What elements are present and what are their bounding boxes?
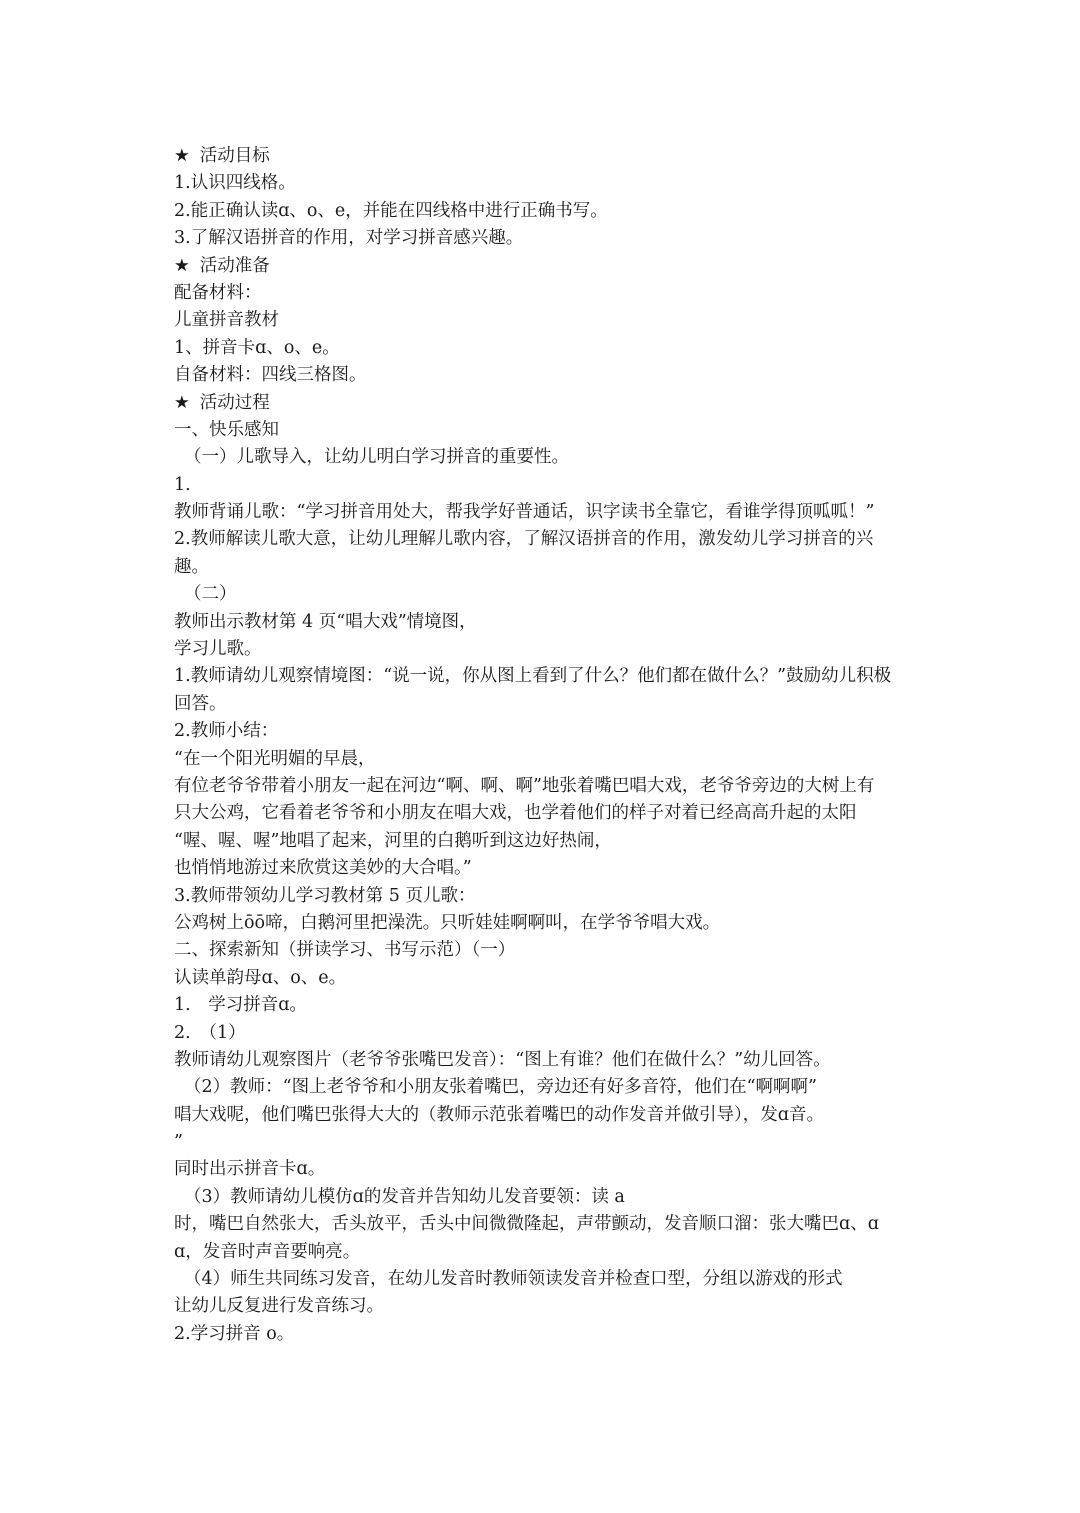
text-line: 趣。 bbox=[174, 556, 209, 577]
text-line: 也悄悄地游过来欣赏这美妙的大合唱。” bbox=[174, 858, 472, 879]
star-icon: ★ bbox=[174, 392, 190, 413]
text-line: 1.教师请幼儿观察情境图：“说一说，你从图上看到了什么？他们都在做什么？”鼓励幼儿积极 bbox=[174, 666, 892, 687]
text-line: 回答。 bbox=[174, 693, 227, 714]
text-line: 学习儿歌。 bbox=[174, 639, 262, 660]
text-line: 配备材料： bbox=[174, 282, 262, 303]
text-line: 时，嘴巴自然张大，舌头放平，舌头中间微微隆起，声带颤动，发音顺口溜：张大嘴巴ɑ、ɑ bbox=[174, 1214, 879, 1235]
star-icon: ★ bbox=[174, 255, 190, 276]
section-heading bbox=[174, 253, 919, 280]
text-line: ” bbox=[174, 1132, 183, 1153]
text-line: 2.教师小结： bbox=[174, 721, 279, 742]
text-line: （一）儿歌导入，让幼儿明白学习拼音的重要性。 bbox=[184, 447, 569, 468]
text-line: “喔、喔、喔”地唱了起来，河里的白鹅听到这边好热闹， bbox=[174, 830, 612, 851]
text-line: （4）师生共同练习发音，在幼儿发音时教师领读发音并检查口型，分组以游戏的形式 bbox=[184, 1269, 843, 1290]
text-line: 教师背诵儿歌：“学习拼音用处大，帮我学好普通话，识字读书全靠它，看谁学得顶呱呱！” bbox=[174, 502, 875, 523]
text-line: 2. （1） bbox=[174, 1022, 246, 1043]
lesson-plan-text bbox=[174, 143, 919, 1348]
text-line: 自备材料：四线三格图。 bbox=[174, 365, 367, 386]
section-heading-text: 活动过程 bbox=[199, 392, 270, 413]
text-line: （3）教师请幼儿模仿ɑ的发音并告知幼儿发音要领：读 a bbox=[184, 1186, 625, 1207]
text-line: 同时出示拼音卡ɑ。 bbox=[174, 1159, 326, 1180]
text-line: ɑ，发音时声音要响亮。 bbox=[174, 1241, 361, 1262]
text-line: 儿童拼音教材 bbox=[174, 310, 279, 331]
text-line: （2）教师：“图上老爷爷和小朋友张着嘴巴，旁边还有好多音符，他们在“啊啊啊” bbox=[184, 1077, 817, 1098]
text-line: 让幼儿反复进行发音练习。 bbox=[174, 1296, 384, 1317]
text-line: 教师请幼儿观察图片（老爷爷张嘴巴发音）：“图上有谁？他们在做什么？”幼儿回答。 bbox=[174, 1049, 831, 1070]
text-line: 公鸡树上ōō啼，白鹅河里把澡洗。只听娃娃啊啊叫，在学爷爷唱大戏。 bbox=[174, 912, 721, 933]
text-line: 2.能正确认读ɑ、o、e，并能在四线格中进行正确书写。 bbox=[174, 200, 608, 221]
text-line: 3.教师带领幼儿学习教材第 5 页儿歌： bbox=[174, 885, 476, 906]
text-line: 1.认识四线格。 bbox=[174, 173, 296, 194]
text-line: 1. bbox=[174, 474, 191, 495]
text-line: 教师出示教材第 4 页“唱大戏”情境图， bbox=[174, 611, 477, 632]
section-heading-text: 活动目标 bbox=[199, 146, 270, 166]
text-line: 只大公鸡，它看着老爷爷和小朋友在唱大戏，也学着他们的样子对着已经高高升起的太阳 bbox=[174, 803, 857, 824]
text-line: 二、探索新知（拼读学习、书写示范）（一） bbox=[174, 940, 516, 961]
section-heading bbox=[174, 390, 919, 417]
text-line: 认读单韵母ɑ、o、e。 bbox=[174, 967, 347, 988]
text-line: 有位老爷爷带着小朋友一起在河边“啊、啊、啊”地张着嘴巴唱大戏，老爷爷旁边的大树上有 bbox=[174, 775, 875, 796]
text-line: 2.学习拼音 o。 bbox=[174, 1323, 295, 1344]
text-line: 唱大戏呢，他们嘴巴张得大大的（教师示范张着嘴巴的动作发音并做引导），发ɑ音。 bbox=[174, 1104, 824, 1125]
text-line: 3.了解汉语拼音的作用，对学习拼音感兴趣。 bbox=[174, 228, 524, 249]
text-line: （二） bbox=[184, 584, 237, 605]
section-heading bbox=[174, 143, 919, 170]
text-line: 1. 学习拼音ɑ。 bbox=[174, 995, 307, 1016]
section-heading-text: 活动准备 bbox=[199, 255, 270, 276]
star-icon: ★ bbox=[174, 146, 190, 166]
text-line: 2.教师解读儿歌大意，让幼儿理解儿歌内容，了解汉语拼音的作用，激发幼儿学习拼音的兴 bbox=[174, 529, 874, 550]
text-line: 一、快乐感知 bbox=[174, 419, 279, 440]
text-line: 1、拼音卡ɑ、o、e。 bbox=[174, 337, 340, 358]
text-line: “在一个阳光明媚的早晨， bbox=[174, 748, 376, 769]
